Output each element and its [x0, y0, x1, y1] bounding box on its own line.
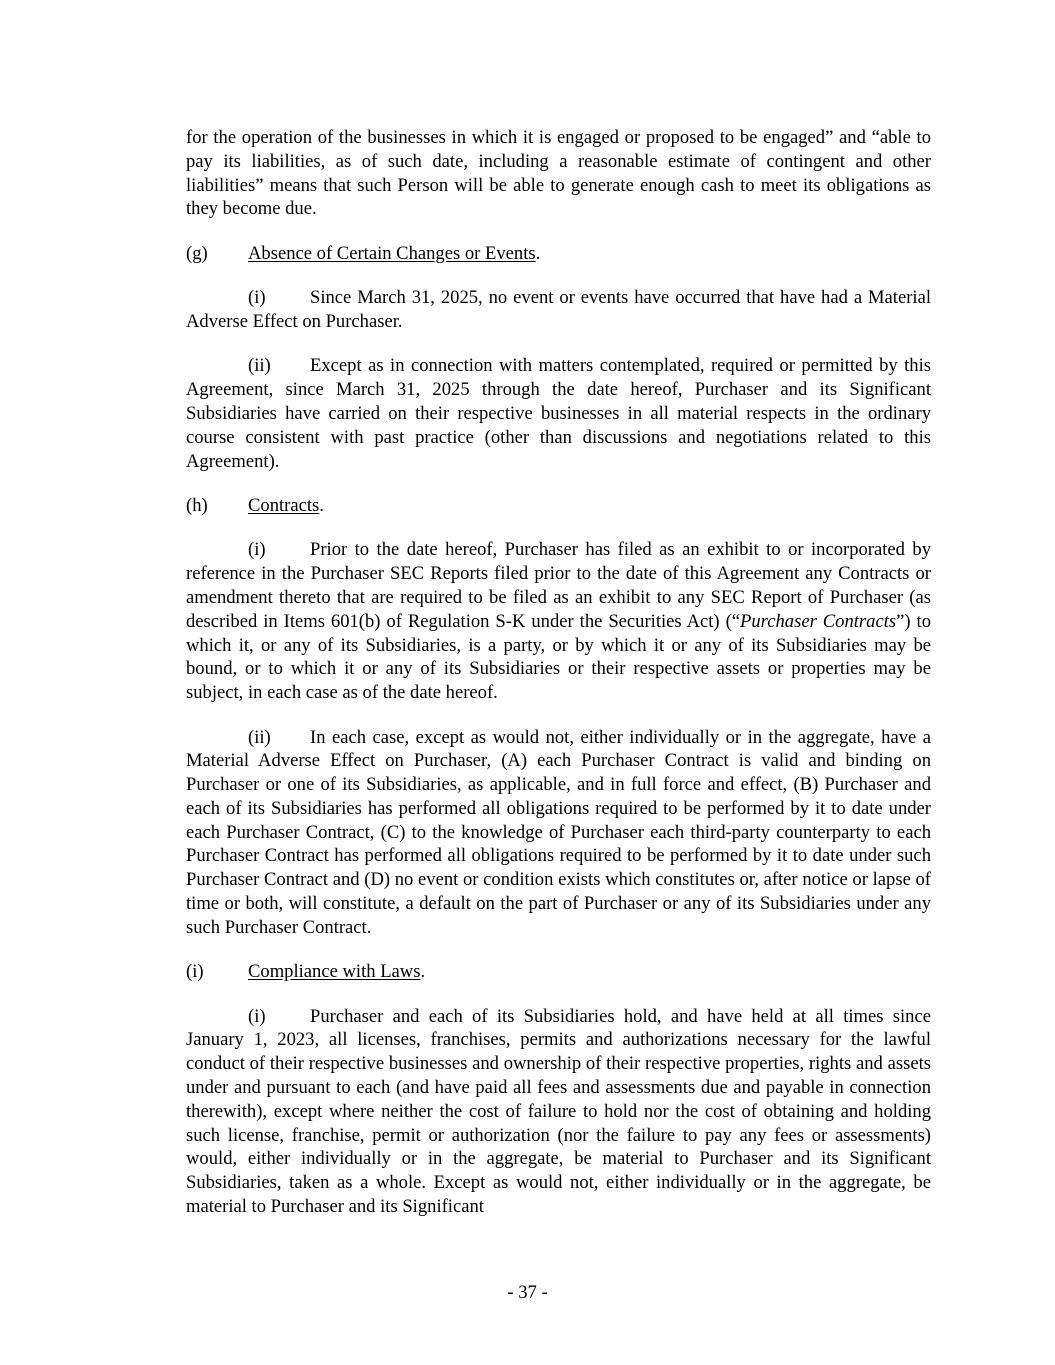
section-i-heading — [186, 960, 931, 984]
section-h-title: Contracts — [248, 494, 320, 516]
section-i-title-suffix: . — [420, 961, 426, 983]
section-h-title-suffix: . — [319, 494, 324, 516]
section-g-item-i-text: Since March 31, 2025, no event or events have occurred that have had a Material Adverse Effect on Purchaser. — [186, 287, 931, 332]
section-h-label: (h) — [186, 494, 208, 516]
section-g-title-suffix: . — [535, 242, 541, 264]
section-h-heading — [186, 494, 931, 518]
section-i-title: Compliance with Laws — [248, 961, 421, 983]
section-g-heading — [186, 242, 931, 266]
intro-paragraph: for the operation of the businesses in which it is engaged or proposed to be engaged” and “able to pay its liabilities, as of such date, including a reasonable estimate of contingent and other liabilities” means that such Person will be able to generate enough cash to meet its obligations as they become due. — [186, 127, 931, 220]
section-g-item-ii — [186, 354, 931, 473]
section-g-item-i — [186, 286, 931, 334]
page-number: - 37 - — [507, 1282, 548, 1303]
document-body — [186, 126, 931, 1239]
section-i-item-i-number: (i) — [248, 1005, 266, 1027]
section-h-item-i — [186, 538, 931, 705]
section-h-item-i-text-before: Prior to the date hereof, Purchaser has filed as an exhibit to or incorporated by reference in the Purchaser SEC Reports filed prior to the date of this Agreement any Contracts or amendment thereto that are required to be filed as an exhibit to any SEC Report of Purchaser (as described in Items 601(b) of Regulation S-K under the Securities Act) (“ — [186, 539, 931, 632]
section-g-item-i-number: (i) — [248, 287, 266, 309]
section-h-item-i-number: (i) — [248, 539, 266, 561]
section-h-item-ii — [186, 726, 931, 940]
section-h-item-ii-number: (ii) — [248, 726, 271, 748]
defined-term-purchaser-contracts: Purchaser Contracts — [740, 610, 897, 632]
section-g-item-ii-number: (ii) — [248, 355, 271, 377]
section-g-title: Absence of Certain Changes or Events — [248, 242, 536, 264]
section-i-label: (i) — [186, 961, 204, 983]
section-g-label: (g) — [186, 242, 208, 264]
section-i-item-i-text: Purchaser and each of its Subsidiaries hold, and have held at all times since January 1, 2023, all licenses, franchises, permits and authorizations necessary for the lawful conduct of their respective businesses and ownership of their respective properties, rights and assets under and pursuant to each (and have paid all fees and assessments due and payable in connection therewith), except where neither the cost of failure to hold nor the cost of obtaining and holding such license, franchise, permit or authorization (nor the failure to pay any fees or assessments) would, either individually or in the aggregate, be material to Purchaser and its Significant Subsidiaries, taken as a whole. Except as would not, either individually or in the aggregate, be material to Purchaser and its Significant — [186, 1005, 931, 1218]
section-h-item-i-text-after: ”) to which it, or any of its Subsidiaries, is a party, or by which it or any of its Subsidiaries may be bound, or to which it or any of its Subsidiaries or their respective assets or properties may be subject, in each case as of the date hereof. — [186, 610, 931, 704]
section-i-item-i — [186, 1005, 931, 1219]
section-g-item-ii-text: Except as in connection with matters contemplated, required or permitted by this Agreement, since March 31, 2025 through the date hereof, Purchaser and its Significant Subsidiaries have carried on their respective businesses in all material respects in the ordinary course consistent with past practice (other than discussions and negotiations related to this Agreement). — [186, 355, 931, 472]
section-h-item-ii-text: In each case, except as would not, either individually or in the aggregate, have a Material Adverse Effect on Purchaser, (A) each Purchaser Contract is valid and binding on Purchaser or one of its Subsidiaries, as applicable, and in full force and effect, (B) Purchaser and each of its Subsidiaries has performed all obligations required to be performed by it to date under each Purchaser Contract, (C) to the knowledge of Purchaser each third-party counterparty to each Purchaser Contract has performed all obligations required to be performed by it to date under such Purchaser Contract and (D) no event or condition exists which constitutes or, after notice or lapse of time or both, will constitute, a default on the part of Purchaser or any of its Subsidiaries under any such Purchaser Contract. — [186, 726, 931, 938]
